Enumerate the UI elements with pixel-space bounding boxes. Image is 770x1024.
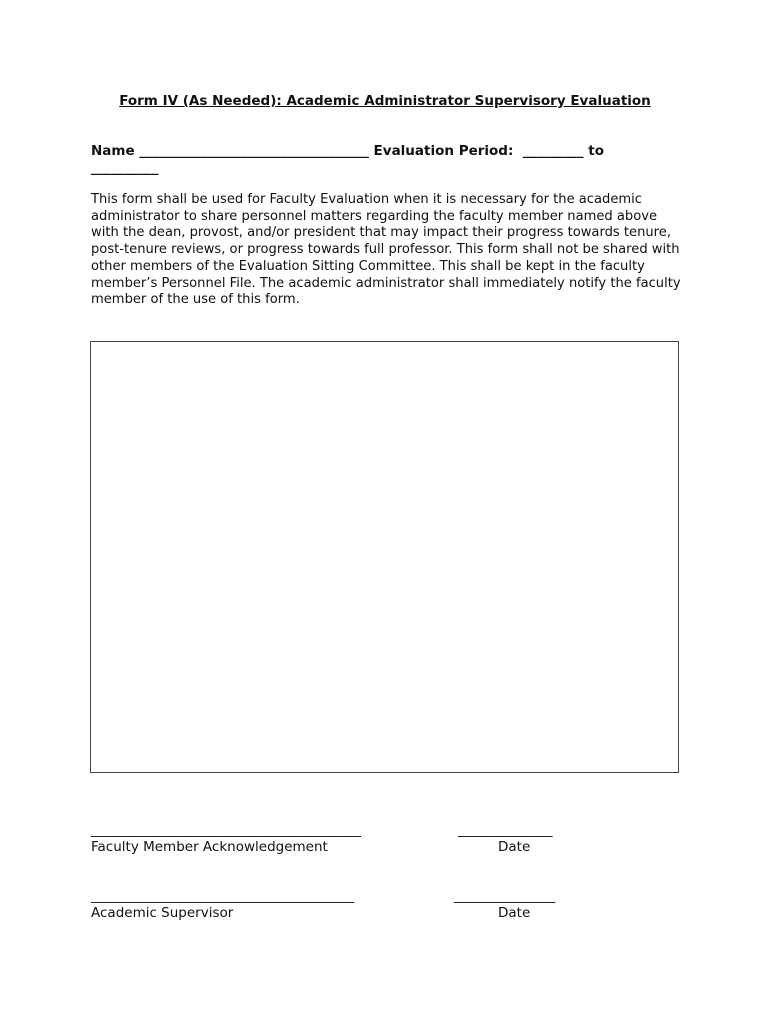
name-and-period-line	[91, 143, 671, 177]
faculty-signature-line[interactable]: ________________________________________	[91, 822, 361, 838]
supervisor-date-line[interactable]: _______________	[454, 888, 556, 904]
faculty-date-label: Date	[498, 839, 531, 855]
supervisor-signature-line[interactable]: _______________________________________	[91, 888, 355, 904]
faculty-date-line[interactable]: ______________	[458, 822, 553, 838]
evaluation-period-label: Evaluation Period:	[373, 143, 514, 159]
evaluation-comment-box[interactable]	[90, 341, 679, 773]
academic-supervisor-label: Academic Supervisor	[91, 905, 234, 921]
faculty-acknowledgement-label: Faculty Member Acknowledgement	[91, 839, 328, 855]
period-end-field[interactable]: __________	[91, 160, 159, 176]
period-to-label: to	[588, 143, 604, 159]
period-start-field[interactable]: _________	[522, 143, 584, 159]
name-label: Name	[91, 143, 135, 159]
supervisor-date-label: Date	[498, 905, 531, 921]
instructions-paragraph: This form shall be used for Faculty Evaluation when it is necessary for the academic administrator to share personnel matters regarding the faculty member named above with the dean, provost, and/or president that may impact their progress towards tenure, post-tenure reviews, or progress towards full professor. This form shall not be shared with other members of the Evaluation Sitting Committee. This shall be kept in the faculty member’s Personnel File. The academic administrator shall immediately notify the faculty member of the use of this form.	[91, 192, 681, 308]
name-field[interactable]: __________________________________	[139, 143, 369, 159]
form-title: Form IV (As Needed): Academic Administrator Supervisory Evaluation	[119, 93, 651, 109]
